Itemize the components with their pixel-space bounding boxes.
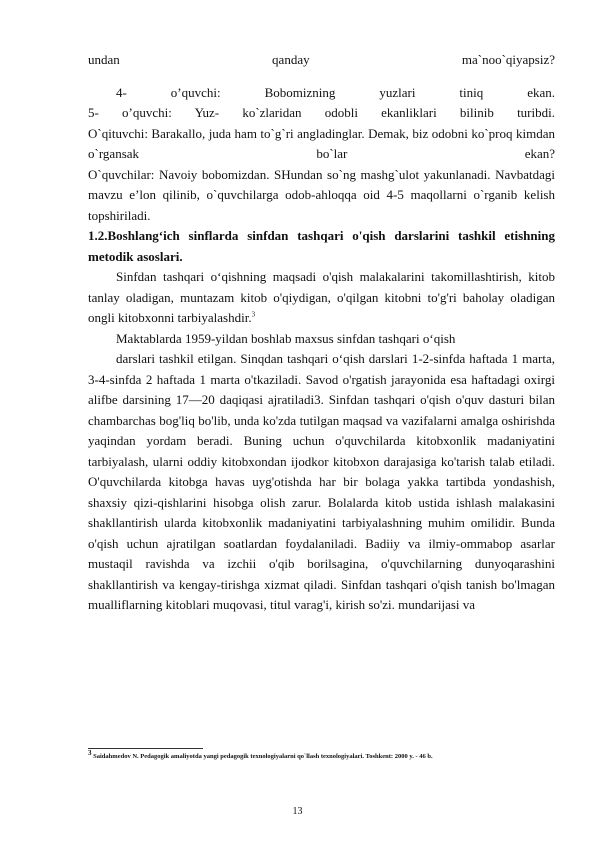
body-line-1: undan qanday ma`noo`qiyapsiz? <box>88 52 555 67</box>
paragraph-3: darslari tashkil etilgan. Sinqdan tashqari o‘qish darslari 1-2-sinfda haftada 1 marta, 3-4-sinfda 2 haftada 1 marta o'tkaziladi. Savod o'rgatish jarayonida esa haftadagi oxirgi alifbe darsining 17—20 daqiqasi ajratiladi3. Sinfdan tashqari o'qish o'quv dasturi bilan chambarchas bog'liq bo'lib, unda ko'zda tutilgan maqsad va vazifalarni amalga oshirishda yaqindan yordam beradi. Buning uchun o'quvchilarda kitobxonlik madaniyatini tarbiyalash, ularni oddiy kitobxondan ijodkor kitobxon darajasiga ko'tarish talab etiladi. O'quvchilarda kitobga havas uyg'otishda har bir bolaga yakka tartibda yondashish, shaxsiy qizi-qishlarini hisobga olish zarur. Bolalarda kitob ustida ishlash malakasini shakllantirish ularda kitobxonlik madaniyatini tarbiyalashning muhim omilidir. Bunda o'qish uchun ajratilgan soatlardan foydalaniladi. Badiiy va ilmiy-ommabop asarlar mustaqil ravishda va izchii o'qib borilsagina, o'quvchilarning dunyoqarashini shakllantirish va kengay-tirishga xizmat qiladi. Sinfdan tashqari o'qish tanish bo'lmagan mualliflarning kitoblari muqovasi, titul varag'i, kirish so'zi. mundarijasi va <box>88 351 555 612</box>
body-line-3: 5- o’quvchi: Yuz- ko`zlaridan odobli ekanliklari bilinib turibdi. <box>88 105 555 120</box>
footnote-reference: 3 <box>251 310 256 319</box>
body-text <box>88 50 555 616</box>
footnote-mark: 3 <box>88 748 92 757</box>
footnote <box>88 748 555 761</box>
paragraph-1-text: Sinfdan tashqari o‘qishning maqsadi o'qish malakalarini takomillashtirish, kitob tanlay oladigan, muntazam kitob o'qiydigan, o'qilgan kitobni to'g'ri baholay oladigan ongli kitobxonni tarbiyalashdir. <box>88 269 555 325</box>
body-line-5: O`quvchilar: Navoiy bobomizdan. SHundan so`ng mashg`ulot yakunlanadi. Navbatdagi mavzu e’lon qilinib, o`quvchilarga odob-ahloqqa oid 4-5 maqollarni o`rganib kelish topshiriladi. <box>88 166 555 223</box>
footnote-divider <box>88 748 203 749</box>
paragraph-2: Maktablarda 1959-yildan boshlab maxsus sinfdan tashqari o‘qish <box>116 330 456 346</box>
footnote-text: Saidahmedov N. Pedagogik amaliyotda yangi pedagogik texnologiyalarni qo`llash texnologiyalari. Toshkent: 2000 y. - 46 b. <box>93 753 433 760</box>
body-line-4: O`qituvchi: Barakallo, juda ham to`g`ri angladinglar. Demak, biz odobni ko`proq kimdan o`rgansak bo`lar ekan? <box>88 125 555 161</box>
page-number: 13 <box>292 806 303 817</box>
body-line-2: 4- o’quvchi: Bobomizning yuzlari tiniq ekan. <box>116 84 555 100</box>
paragraph-1 <box>88 267 555 329</box>
section-heading: 1.2.Boshlang‘ich sinflarda sinfdan tashqari o'qish darslarini tashkil etishning metodik asoslari. <box>88 228 555 264</box>
